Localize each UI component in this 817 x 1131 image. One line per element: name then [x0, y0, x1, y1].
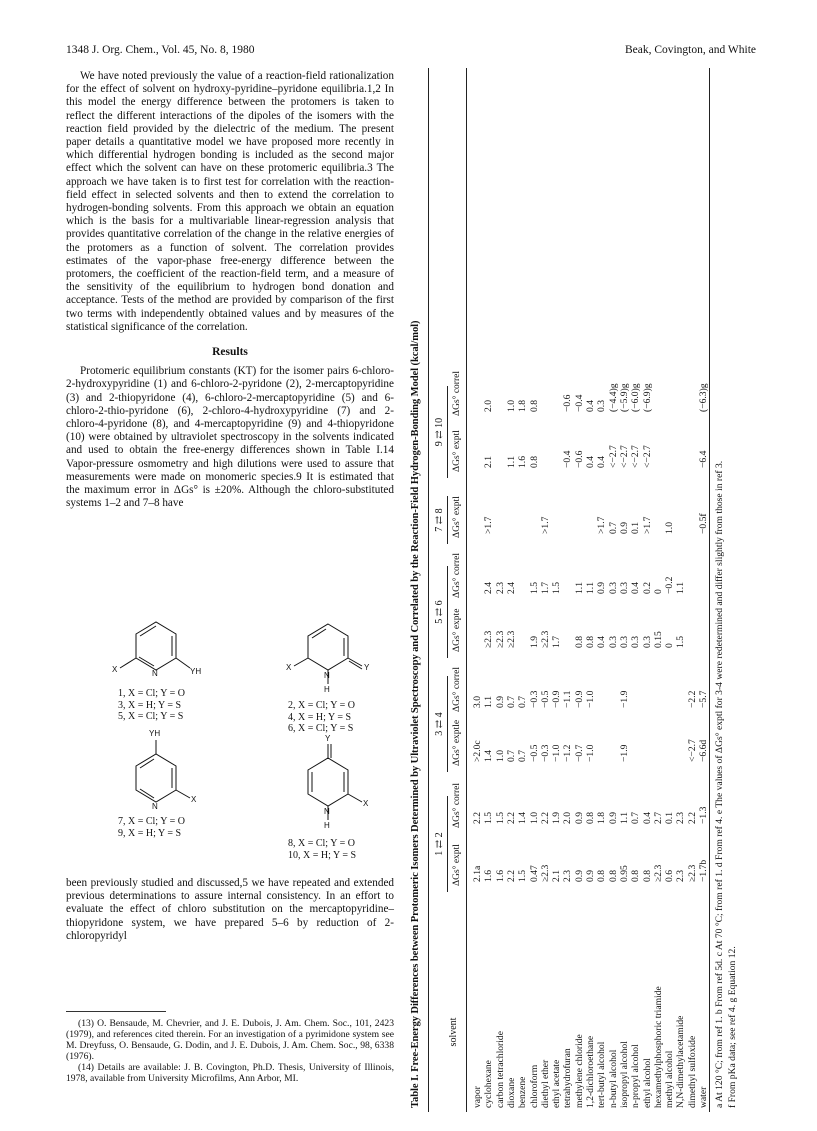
left-column-text	[66, 70, 394, 511]
table-cell: −0.9	[573, 690, 585, 708]
structure-1-labels: 1, X = Cl; Y = O 3, X = H; Y = S 5, X = Cl; Y = S	[118, 688, 185, 722]
table-cell: −0.5f	[698, 513, 709, 534]
table-cell: 0.4	[585, 400, 596, 412]
table-bottom-rule	[709, 68, 710, 1112]
table-cell: 0.9	[607, 812, 619, 824]
table-cell: 1.7	[551, 636, 563, 648]
table-cell: 0.2	[641, 582, 653, 594]
table-row	[529, 68, 540, 1108]
table-cell: 1.8	[517, 400, 529, 412]
table-cell: 0.9	[494, 696, 506, 708]
results-paragraph: Protomeric equilibrium constants (KT) for the isomer pairs 6-chloro-2-hydroxypyridine (1) and 6-chloro-2-pyridone (2), 2-mercaptopyridine (3) and 2-thiopyridone (4), 6-chloro-2-mercaptopyridine (5) and 6-chloro-2-thio-pyridone (6), 2-chloro-4-hydroxypyridine (7) and 2-chloro-4-pyridone (8), and 4-mercaptopyridine (9) and 4-thiopyridone (10) were obtained by ultraviolet spectroscopy in the solvents indicated and used to obtain the free-energy differences shown in Table I.14 Vapor-pressure osmometry and high dilutions were used to assure that measurements were made on monomeric species.9 It is estimated that the maximum error in ΔGs° is ±20%. Although the chloro-substituted systems 1–2 and 7–8 have	[66, 365, 394, 510]
solvent-name: methylene chloride	[573, 1034, 585, 1108]
table-row	[608, 68, 619, 1108]
table-cell: 2.4	[505, 582, 517, 594]
table-cell: 0.9	[585, 870, 596, 882]
table-cell: 0.9	[596, 582, 608, 594]
table-cell: 0.8	[596, 870, 608, 882]
table-row	[642, 68, 653, 1108]
table-1	[404, 66, 754, 1112]
table-cell: 1.5	[494, 812, 506, 824]
table-row	[540, 68, 551, 1108]
table-cell: 0.8	[585, 636, 596, 648]
atom-x-1: X	[112, 665, 118, 674]
reference-13: (13) O. Bensaude, M. Chevrier, and J. E. Dubois, J. Am. Chem. Soc., 101, 2423 (1979), and references cited therein. For an investigation of a pyrimidone system see M. Dreyfuss, O. Bensaude, G. Dodin, and J. E. Dubois, J. Am. Chem. Soc., 98, 6338 (1976).	[66, 1018, 394, 1062]
header-bottom-rule	[466, 68, 467, 1112]
group-rule-2	[447, 676, 448, 772]
table-cell: 2.3	[562, 870, 574, 882]
table-cell: (−5.9)g	[618, 383, 630, 412]
table-row	[562, 68, 573, 1108]
table-cell: 1.1	[483, 696, 495, 708]
group-header-2: 3 ⇄ 4	[434, 712, 445, 736]
solvent-name: n-propyl alcohol	[630, 1044, 642, 1108]
group-rule-1	[447, 796, 448, 892]
table-footnote-2: f From pKa data; see ref 4. g Equation 12.	[727, 946, 738, 1108]
table-cell: −6.6d	[698, 739, 709, 762]
group-rule-5	[447, 386, 448, 478]
table-cell: 2.1a	[472, 865, 483, 882]
journal-citation: 1348 J. Org. Chem., Vol. 45, No. 8, 1980	[66, 44, 255, 56]
table-cell: 0.7	[505, 750, 517, 762]
atom-y-8: Y	[325, 734, 331, 743]
table-cell: 0.4	[596, 456, 608, 468]
atom-yh-1: YH	[190, 667, 202, 676]
atom-x-8: X	[363, 799, 369, 808]
solvent-name: dioxane	[505, 1077, 517, 1108]
atom-n-8: N	[324, 807, 330, 816]
table-cell: 2.2	[505, 812, 517, 824]
table-cell: 1.1	[675, 582, 687, 594]
table-rotated	[404, 66, 754, 1112]
table-cell: 1.5	[675, 636, 687, 648]
ring-7	[136, 754, 176, 802]
table-cell: (−4.4)g	[607, 383, 619, 412]
solvent-name: benzene	[517, 1076, 529, 1108]
table-cell: 0.95	[618, 865, 630, 882]
table-cell: 0.8	[528, 456, 540, 468]
table-cell: −0.3	[528, 690, 540, 708]
table-cell: −1.0	[585, 690, 596, 708]
table-row	[630, 68, 641, 1108]
atom-yh-7: YH	[149, 729, 161, 738]
table-cell: ≥2.3	[686, 864, 698, 882]
column-subheader-6: ΔGs° correl	[452, 553, 462, 598]
footnote-rule	[66, 1011, 166, 1012]
table-cell: 1.0	[664, 522, 676, 534]
table-cell: 1.5	[483, 812, 495, 824]
structure-2-labels: 2, X = Cl; Y = O 4, X = H; Y = S 6, X = Cl; Y = S	[288, 700, 355, 734]
table-cell: ≥2.3	[539, 630, 551, 648]
table-cell: 2.1	[483, 456, 495, 468]
table-cell: >1.7	[483, 516, 495, 534]
table-row	[664, 68, 675, 1108]
atom-h-8: H	[324, 821, 330, 830]
table-cell: −1.9	[618, 744, 630, 762]
table-row	[675, 68, 686, 1108]
continuation-paragraph: been previously studied and discussed,5 we have repeated and extended previous determinations to assure internal consistency. In an effort to evaluate the effect of chloro substitution on the mercaptopyridine–thiopyridone system, we have prepared 5–6 by reduction of 2-chloropyridyl	[66, 877, 394, 942]
table-cell: 0.3	[618, 582, 630, 594]
table-row	[585, 68, 596, 1108]
table-cell: 0.8	[641, 870, 653, 882]
table-cell: 0.7	[505, 696, 517, 708]
table-cell: ≥2.3	[652, 864, 664, 882]
table-cell: 3.0	[472, 696, 483, 708]
group-rule-4	[447, 496, 448, 544]
table-cell: >1.7	[641, 516, 653, 534]
solvent-name: N,N-dimethylacetamide	[675, 1015, 687, 1108]
ring-8	[308, 758, 348, 806]
table-cell: −1.0	[585, 744, 596, 762]
table-cell: 1.7	[539, 582, 551, 594]
solvent-name: tetrahydrofuran	[562, 1048, 574, 1108]
table-cell: 2.3	[675, 870, 687, 882]
solvent-name: vapor	[472, 1086, 483, 1108]
table-cell: −1.9	[618, 690, 630, 708]
table-cell: 0.7	[517, 750, 529, 762]
group-header-4: 7 ⇄ 8	[434, 508, 445, 532]
column-subheader-5: ΔGs° expte	[452, 608, 462, 652]
group-rule-3	[447, 566, 448, 658]
structure-8-labels: 8, X = Cl; Y = O 10, X = H; Y = S	[288, 838, 357, 861]
table-cell: 0.47	[528, 865, 540, 882]
references	[66, 1018, 394, 1084]
table-cell: 0.7	[517, 696, 529, 708]
table-cell: 0.8	[630, 870, 642, 882]
solvent-name: carbon tetrachloride	[494, 1031, 506, 1108]
results-heading: Results	[212, 346, 248, 359]
column-subheader-7: ΔGs° exptl	[452, 496, 462, 538]
table-cell: (−6.0)g	[630, 383, 642, 412]
solvent-name: cyclohexane	[483, 1060, 495, 1108]
intro-paragraph: We have noted previously the value of a reaction-field rationalization for the effect of solvent on hydroxy-pyridine–pyridone equilibria.1,2 In this model the energy difference between the protomers is taken to reflect the different interactions of the dipoles of the isomers with the reaction field provided by the dielectric of the medium. The present paper details a quantitative model we have proposed more recently in which differential hydrogen bonding is included as the second major effect which the solvent can have on these protomeric equilibria.3 The approach we have taken is to first test for correlation with the reaction-field effect in selected solvents and then to extend the correlation to hydrogen-bonding solvents. From this approach we obtain an equation which is the basis for a multivariable linear-regression analysis that provides quantitative correlation of the change in the relative energies of the protomers as a function of solvent. The correlation provides estimates of the vapor-phase free-energy difference between the protomers, the coefficient of the reaction-field term, and a measure of the sensitivity of the equilibrium to hydrogen bond donation and acceptance. Tests of the method are provided by comparison of the first two terms with independently obtained values and by measures of the statistical significance of the correlation.	[66, 70, 394, 333]
table-cell: −0.4	[562, 450, 574, 468]
table-cell: 0.4	[641, 812, 653, 824]
solvent-name: isopropyl alcohol	[618, 1041, 630, 1108]
table-cell: >2.0c	[472, 740, 483, 762]
column-subheader-8: ΔGs° exptl	[452, 430, 462, 472]
table-cell: 1.1	[618, 812, 630, 824]
table-cell: 2.0	[562, 812, 574, 824]
table-row	[483, 68, 494, 1108]
table-cell: 1.0	[494, 750, 506, 762]
table-cell: −6.4	[698, 450, 709, 468]
table-cell: 1.1	[573, 582, 585, 594]
table-cell: 0.9	[618, 522, 630, 534]
table-cell: 0.15	[652, 631, 664, 648]
table-cell: <−2.7	[686, 739, 698, 762]
table-row	[653, 68, 664, 1108]
table-cell: 0.4	[630, 582, 642, 594]
table-cell: −2.2	[686, 690, 698, 708]
table-cell: 1.1	[505, 456, 517, 468]
table-row	[698, 68, 709, 1108]
group-header-3: 5 ⇄ 6	[434, 600, 445, 624]
table-cell: >1.7	[596, 516, 608, 534]
table-cell: −0.6	[573, 450, 585, 468]
table-cell: 2.3	[675, 812, 687, 824]
solvent-name: ethyl acetate	[551, 1059, 563, 1108]
table-cell: 1.5	[517, 870, 529, 882]
table-cell: −0.5	[539, 690, 551, 708]
table-cell: 0.1	[630, 522, 642, 534]
table-cell: ≥2.3	[494, 630, 506, 648]
table-cell: −1.7b	[698, 859, 709, 882]
table-cell: −1.0	[551, 744, 563, 762]
table-cell: (−6.3)g	[698, 383, 709, 412]
table-cell: 1.4	[517, 812, 529, 824]
table-cell: 0.7	[630, 812, 642, 824]
column-subheader-4: ΔGs° correl	[452, 667, 462, 712]
table-cell: 0.7	[607, 522, 619, 534]
table-cell: 1.0	[528, 812, 540, 824]
table-cell: 2.0	[483, 400, 495, 412]
solvent-name: n-butyl alcohol	[607, 1049, 619, 1108]
table-row	[517, 68, 528, 1108]
group-header-1: 1 ⇄ 2	[434, 832, 445, 856]
atom-n-7: N	[152, 802, 158, 811]
table-cell: 0.8	[607, 870, 619, 882]
table-cell: −0.6	[562, 394, 574, 412]
table-cell: 1.6	[517, 456, 529, 468]
table-cell: 0.8	[573, 636, 585, 648]
ring-1	[136, 622, 176, 670]
table-cell: 0.3	[641, 636, 653, 648]
table-row	[472, 68, 483, 1108]
table-cell: −0.2	[664, 576, 676, 594]
table-row	[687, 68, 698, 1108]
table-cell: 0.4	[585, 456, 596, 468]
table-cell: 1.6	[494, 870, 506, 882]
table-cell: 1.6	[483, 870, 495, 882]
table-cell: 1.0	[505, 400, 517, 412]
table-row	[574, 68, 585, 1108]
solvent-name: water	[698, 1086, 709, 1108]
table-cell: 1.5	[551, 582, 563, 594]
table-caption: Table I. Free-Energy Differences between Protomeric Isomers Determined by Ultraviolet Spectroscopy and Correlated by the Reaction-Field Hydrogen-Bonding Model (kcal/mol)	[410, 320, 421, 1108]
table-footnote-1: a At 120 °C; from ref 1. b From ref 5d. c At 70 °C; from ref 1. d From ref 4. e The values of ΔGs° exptl for 3-4 were redetermined and differ slightly from those in ref 3.	[714, 460, 725, 1108]
solvent-name: methyl alcohol	[664, 1050, 676, 1108]
table-cell: −5.7	[698, 690, 709, 708]
table-cell: 1.5	[528, 582, 540, 594]
ring-2	[308, 624, 348, 670]
atom-h-2: H	[324, 685, 330, 694]
table-cell: <−2.7	[607, 445, 619, 468]
solvent-name: chloroform	[528, 1064, 540, 1108]
table-cell: 0.3	[596, 400, 608, 412]
atom-x-7: X	[191, 795, 197, 804]
solvent-name: ethyl alcohol	[641, 1058, 653, 1108]
table-cell: 0.3	[630, 636, 642, 648]
table-cell: 0.8	[528, 400, 540, 412]
structure-7-labels: 7, X = Cl; Y = O 9, X = H; Y = S	[118, 816, 185, 839]
group-header-5: 9 ⇄ 10	[434, 417, 445, 447]
table-cell: −0.4	[573, 394, 585, 412]
chemical-structures	[66, 612, 396, 874]
table-cell: 1.8	[596, 812, 608, 824]
table-cell: −0.9	[551, 690, 563, 708]
table-cell: <−2.7	[630, 445, 642, 468]
table-cell: >1.7	[539, 516, 551, 534]
column-subheader-9: ΔGs° correl	[452, 371, 462, 416]
table-cell: 0.4	[596, 636, 608, 648]
table-cell: 0.3	[607, 582, 619, 594]
column-subheader-3: ΔGs° exptle	[452, 719, 462, 766]
solvent-name: hexamethylphosphoric triamide	[652, 986, 664, 1108]
atom-n-1: N	[152, 669, 158, 678]
table-cell: 2.7	[652, 812, 664, 824]
table-cell: <−2.7	[641, 445, 653, 468]
solvent-name: dimethyl sulfoxide	[686, 1035, 698, 1108]
table-cell: 1.9	[551, 812, 563, 824]
table-cell: ≥2.3	[539, 864, 551, 882]
table-cell: 1.9	[528, 636, 540, 648]
table-cell: 0.9	[573, 812, 585, 824]
table-cell: 2.3	[494, 582, 506, 594]
table-row	[551, 68, 562, 1108]
table-cell: −0.7	[573, 744, 585, 762]
table-cell: 2.1	[551, 870, 563, 882]
authors: Beak, Covington, and White	[624, 44, 756, 56]
atom-x-2: X	[286, 663, 292, 672]
table-cell: 1.1	[585, 582, 596, 594]
table-cell: 2.2	[505, 870, 517, 882]
table-cell: −1.1	[562, 690, 574, 708]
column-subheader-2: ΔGs° correl	[452, 783, 462, 828]
table-cell: −0.5	[528, 744, 540, 762]
reference-14: (14) Details are available: J. B. Covington, Ph.D. Thesis, University of Illinois, 1978, available from University Microfilms, Ann Arbor, MI.	[66, 1062, 394, 1084]
table-cell: 0.1	[664, 812, 676, 824]
table-cell: <−2.7	[618, 445, 630, 468]
structure-drawings	[66, 612, 396, 874]
table-cell: 0.8	[585, 812, 596, 824]
table-top-rule	[428, 68, 429, 1112]
column-subheader-1: ΔGs° exptl	[452, 844, 462, 886]
table-row	[596, 68, 607, 1108]
solvent-header: solvent	[448, 1017, 459, 1047]
solvent-name: tert-butyl alcohol	[596, 1041, 608, 1108]
table-cell: 2.2	[539, 812, 551, 824]
solvent-name: diethyl ether	[539, 1059, 551, 1108]
table-cell: 0	[664, 643, 676, 648]
atom-y-2: Y	[364, 663, 370, 672]
table-cell: 2.2	[472, 812, 483, 824]
solvent-name: 1,2-dichloroethane	[585, 1035, 596, 1108]
table-cell: 1.4	[483, 750, 495, 762]
table-cell: 2.2	[686, 812, 698, 824]
table-row	[495, 68, 506, 1108]
table-cell: 0.9	[573, 870, 585, 882]
table-cell: ≥2.3	[505, 630, 517, 648]
table-row	[506, 68, 517, 1108]
table-cell: 0.6	[664, 870, 676, 882]
atom-n-2: N	[324, 671, 330, 680]
table-cell: 2.4	[483, 582, 495, 594]
table-cell: 0	[652, 589, 664, 594]
table-cell: 0.3	[607, 636, 619, 648]
table-cell: −1.3	[698, 806, 709, 824]
table-cell: −0.3	[539, 744, 551, 762]
table-cell: ≥2.3	[483, 630, 495, 648]
table-cell: 0.3	[618, 636, 630, 648]
table-row	[619, 68, 630, 1108]
table-cell: (−6.9)g	[641, 383, 653, 412]
table-cell: −1.2	[562, 744, 574, 762]
